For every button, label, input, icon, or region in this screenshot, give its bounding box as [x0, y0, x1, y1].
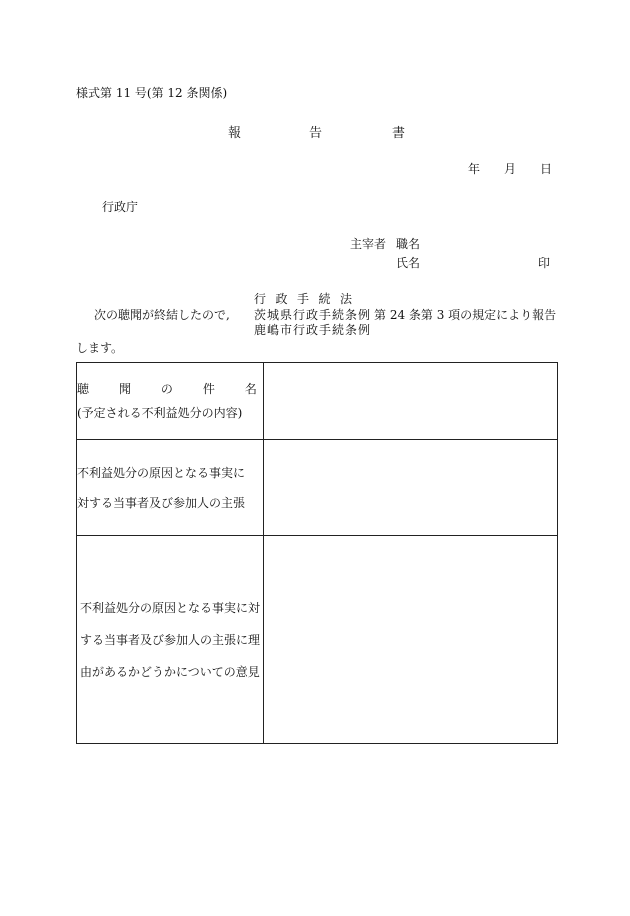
row1-char: の	[160, 382, 173, 396]
title-char-1: 報	[228, 126, 242, 141]
row1-heading	[77, 377, 263, 401]
row2-value-cell[interactable]	[263, 440, 557, 536]
row1-label	[77, 363, 264, 440]
body-clause: 第 24 条第 3 項の規定により報告	[374, 308, 557, 322]
table-row	[77, 363, 558, 440]
title-char-2: 告	[309, 126, 323, 141]
row2-line: 不利益処分の原因となる事実に	[77, 465, 246, 480]
table-row	[77, 440, 558, 536]
row3-label	[77, 536, 264, 744]
law-option-3: 鹿嶋市行政手続条例	[254, 323, 372, 337]
report-table	[76, 362, 558, 744]
table-row	[77, 536, 558, 744]
law-option-1: 行政手続法	[254, 292, 362, 306]
row1-value-cell[interactable]	[263, 363, 557, 440]
row2-line: 対する当事者及び参加人の主張	[77, 495, 246, 510]
row2-label	[77, 440, 264, 536]
seal-mark: 印	[538, 256, 551, 270]
addressee: 行政庁	[102, 200, 139, 214]
form-number: 様式第 11 号(第 12 条関係)	[76, 86, 228, 100]
body-ending: します。	[76, 341, 124, 355]
row3-line: する当事者及び参加人の主張に理	[80, 632, 261, 647]
row3-value-cell[interactable]	[263, 536, 557, 744]
body-lead: 次の聴聞が終結したので,	[94, 308, 230, 322]
role-label: 主宰者	[350, 237, 387, 251]
row1-char: 件	[202, 382, 215, 396]
row1-char: 名	[244, 382, 257, 396]
law-option-2: 茨城県行政手続条例	[254, 308, 372, 322]
row1-subheading: (予定される不利益処分の内容)	[77, 406, 243, 420]
row1-char: 聴	[77, 382, 90, 396]
name-label: 氏名	[396, 256, 421, 270]
document-title	[0, 122, 630, 141]
title-char-3: 書	[392, 126, 406, 141]
date-day: 日	[540, 162, 553, 176]
date-month: 月	[504, 162, 517, 176]
row3-line: 由があるかどうかについての意見	[80, 664, 260, 679]
row3-line: 不利益処分の原因となる事実に対	[80, 600, 261, 615]
date-year: 年	[468, 162, 481, 176]
row1-char: 聞	[118, 382, 131, 396]
position-label: 職名	[396, 237, 421, 251]
